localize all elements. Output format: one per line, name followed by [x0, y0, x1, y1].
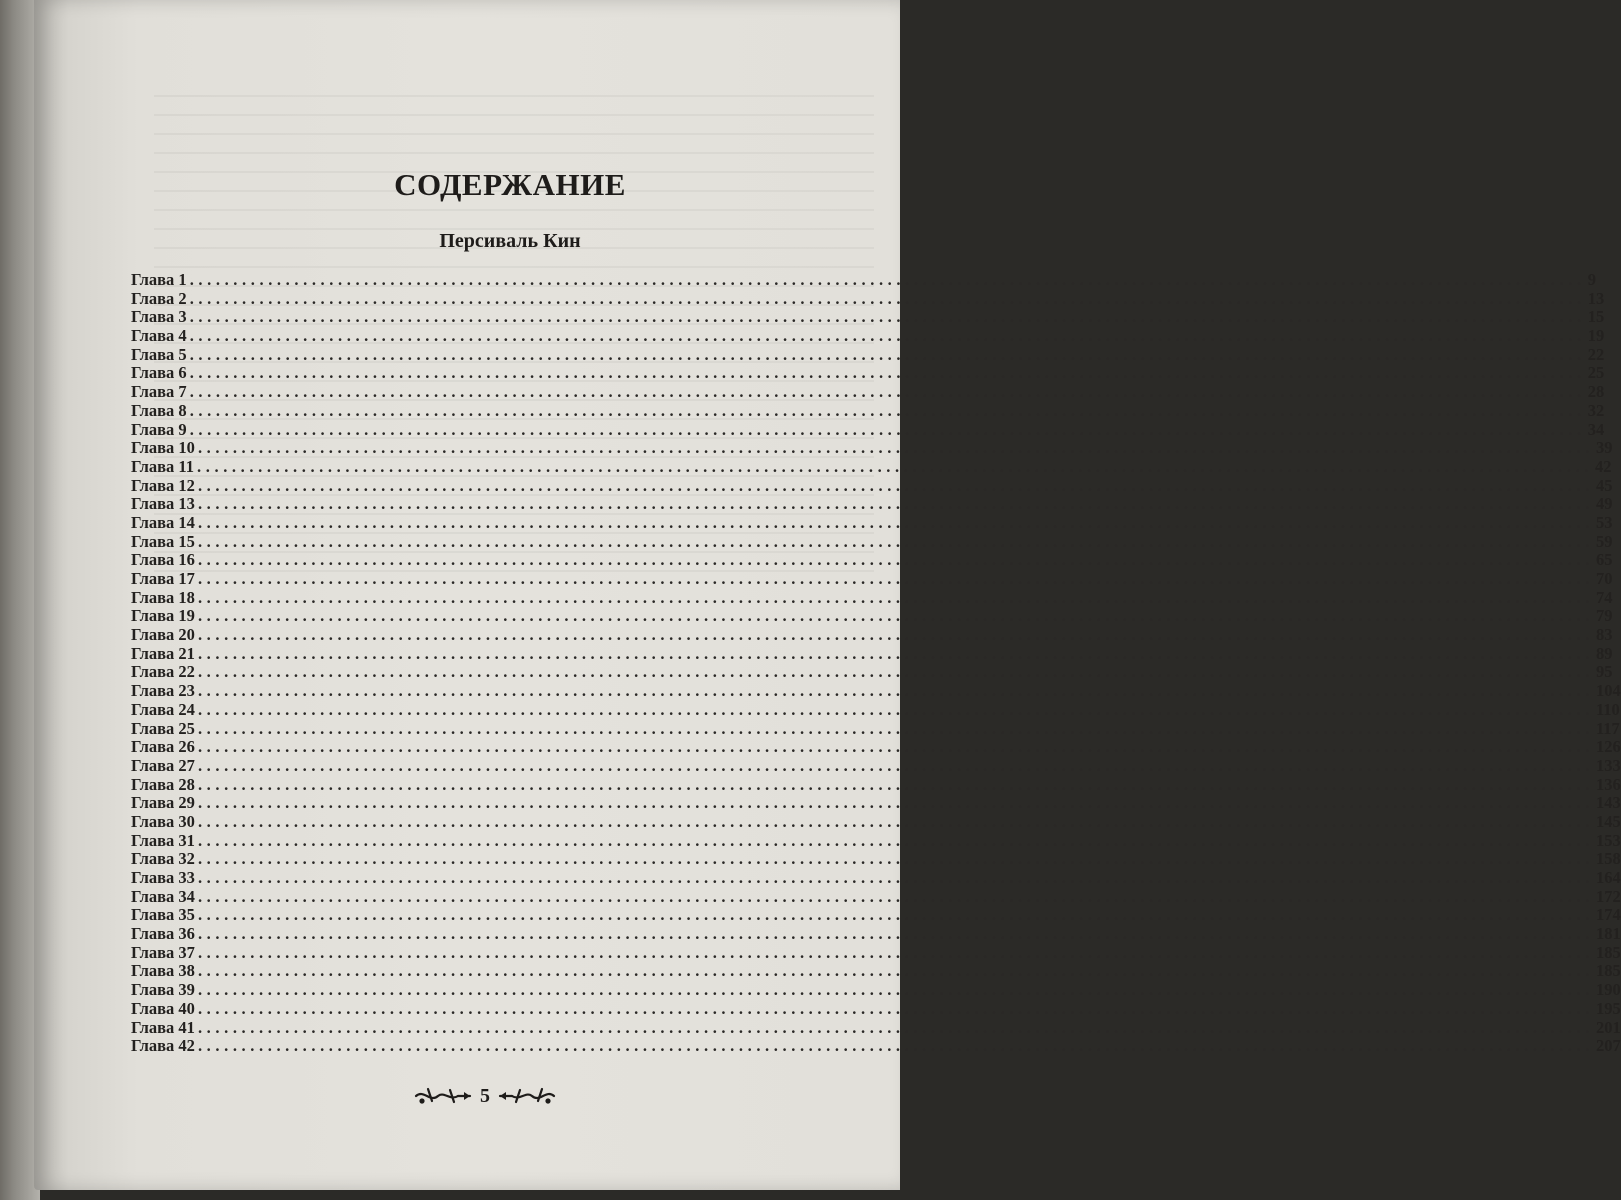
toc-page-number: 59 — [1595, 531, 1613, 551]
toc-chapter-label: Глава 13 — [131, 494, 195, 514]
toc-dot-leader: ................................................................................................................................................................ — [197, 643, 1594, 663]
page-number: 5 — [480, 1084, 490, 1107]
toc-chapter-label: Глава 3 — [131, 307, 187, 327]
toc-dot-leader: ................................................................................................................................................................ — [197, 942, 1594, 962]
toc-page-number: 153 — [1595, 830, 1621, 850]
toc-page-number: 70 — [1595, 569, 1613, 588]
toc-page-number: 172 — [1595, 886, 1621, 906]
toc-dot-leader: ................................................................................................................................................................ — [197, 569, 1594, 588]
toc-chapter-label: Глава 30 — [131, 811, 195, 831]
toc-dot-leader: ................................................................................................................................................................ — [189, 363, 1586, 383]
toc-chapter-label: Глава 7 — [131, 382, 187, 402]
toc-row — [131, 344, 1605, 365]
toc-page-number: 15 — [1587, 307, 1605, 327]
toc-row — [131, 718, 1620, 739]
toc-dot-leader: ................................................................................................................................................................ — [197, 494, 1594, 514]
toc-chapter-label: Глава 39 — [131, 980, 195, 1000]
toc-dot-leader: ................................................................................................................................................................ — [197, 475, 1594, 495]
toc-row — [131, 942, 1621, 963]
toc-page-number: 185 — [1595, 942, 1621, 962]
toc-page-number: 32 — [1587, 400, 1605, 420]
toc-page-number: 110 — [1595, 699, 1620, 719]
toc-row — [131, 1036, 1621, 1056]
toc-dot-leader: ................................................................................................................................................................ — [197, 886, 1594, 906]
toc-page-number: 13 — [1587, 288, 1605, 308]
toc-row — [131, 438, 1613, 458]
toc-chapter-label: Глава 4 — [131, 326, 187, 346]
toc-dot-leader: ................................................................................................................................................................ — [189, 326, 1586, 346]
toc-chapter-label: Глава 26 — [131, 737, 195, 757]
toc-chapter-label: Глава 12 — [131, 475, 195, 495]
toc-row — [131, 886, 1621, 907]
toc-row — [131, 606, 1613, 626]
toc-page-number: 195 — [1595, 998, 1621, 1018]
toc-row — [131, 811, 1621, 832]
toc-dot-leader: ................................................................................................................................................................ — [189, 419, 1586, 439]
toc-row — [131, 326, 1605, 346]
toc-page-number: 117 — [1595, 718, 1620, 738]
toc-dot-leader: ................................................................................................................................................................ — [197, 587, 1594, 607]
toc-chapter-label: Глава 38 — [131, 961, 195, 981]
toc-page-number: 19 — [1587, 326, 1605, 346]
toc-dot-leader: ................................................................................................................................................................ — [197, 718, 1594, 738]
toc-chapter-label: Глава 31 — [131, 830, 195, 850]
toc-chapter-label: Глава 36 — [131, 924, 195, 944]
toc-row — [131, 270, 1596, 290]
toc-page-number: 207 — [1595, 1036, 1621, 1056]
toc-page-number: 28 — [1587, 382, 1605, 402]
toc-row — [131, 400, 1605, 421]
toc-dot-leader: ................................................................................................................................................................ — [197, 456, 1594, 476]
toc-page-number: 79 — [1595, 606, 1613, 626]
toc-dot-leader: ................................................................................................................................................................ — [197, 905, 1594, 925]
toc-page-number: 39 — [1595, 438, 1613, 458]
toc-chapter-label: Глава 15 — [131, 531, 195, 551]
toc-row — [131, 924, 1621, 944]
toc-chapter-label: Глава 1 — [131, 270, 187, 289]
toc-dot-leader: ................................................................................................................................................................ — [197, 830, 1594, 850]
toc-chapter-label: Глава 10 — [131, 438, 195, 458]
toc-chapter-label: Глава 41 — [131, 1017, 195, 1037]
toc-row — [131, 830, 1621, 851]
toc-row — [131, 961, 1621, 981]
toc-chapter-label: Глава 8 — [131, 400, 187, 420]
toc-chapter-label: Глава 2 — [131, 288, 187, 308]
toc-chapter-label: Глава 17 — [131, 569, 195, 588]
toc-chapter-label: Глава 27 — [131, 755, 195, 775]
toc-dot-leader: ................................................................................................................................................................ — [197, 662, 1594, 682]
toc-page-number: 185 — [1595, 961, 1621, 981]
toc-chapter-label: Глава 23 — [131, 681, 195, 701]
toc-row — [131, 737, 1621, 757]
toc-page-number: 9 — [1587, 270, 1596, 289]
toc-dot-leader: ................................................................................................................................................................ — [197, 811, 1594, 831]
toc-dot-leader: ................................................................................................................................................................ — [197, 438, 1594, 458]
toc-row — [131, 456, 1612, 477]
toc-dot-leader: ................................................................................................................................................................ — [189, 288, 1586, 308]
section-title: Персиваль Кин — [439, 230, 581, 252]
toc-chapter-label: Глава 24 — [131, 699, 195, 719]
toc-chapter-label: Глава 42 — [131, 1036, 195, 1056]
toc-page-number: 126 — [1595, 737, 1621, 757]
toc-chapter-label: Глава 19 — [131, 606, 195, 626]
toc-row — [131, 868, 1621, 888]
toc-row — [131, 419, 1605, 440]
toc-chapter-label: Глава 22 — [131, 662, 195, 682]
toc-page-number: 201 — [1595, 1017, 1621, 1037]
toc-row — [131, 307, 1605, 327]
toc-page-number: 104 — [1595, 681, 1621, 701]
floral-ornament-icon — [412, 1083, 472, 1109]
toc-dot-leader: ................................................................................................................................................................ — [197, 980, 1594, 1000]
toc-row — [131, 1017, 1621, 1038]
toc-row — [131, 849, 1621, 869]
toc-dot-leader: ................................................................................................................................................................ — [189, 344, 1586, 364]
toc-page-number: 95 — [1595, 662, 1613, 682]
toc-dot-leader: ................................................................................................................................................................ — [197, 998, 1594, 1018]
toc-row — [131, 699, 1620, 720]
toc-row — [131, 980, 1621, 1000]
toc-page-number: 164 — [1595, 868, 1621, 887]
toc-chapter-label: Глава 18 — [131, 587, 195, 607]
toc-row — [131, 475, 1613, 496]
toc-chapter-label: Глава 34 — [131, 886, 195, 906]
toc-row — [131, 793, 1621, 813]
toc-page-number: 42 — [1595, 456, 1612, 476]
toc-row — [131, 363, 1605, 383]
toc-page-number: 143 — [1595, 793, 1621, 813]
toc-page-number: 83 — [1595, 625, 1613, 645]
toc-dot-leader: ................................................................................................................................................................ — [197, 699, 1594, 719]
toc-dot-leader: ................................................................................................................................................................ — [189, 307, 1586, 327]
toc-chapter-label: Глава 33 — [131, 868, 195, 887]
toc-dot-leader: ................................................................................................................................................................ — [197, 1017, 1594, 1037]
toc-dot-leader: ................................................................................................................................................................ — [189, 400, 1586, 420]
toc-row — [131, 512, 1613, 533]
toc-chapter-label: Глава 40 — [131, 998, 195, 1018]
toc-dot-leader: ................................................................................................................................................................ — [189, 270, 1586, 289]
toc-page-number: 49 — [1595, 494, 1613, 514]
page-title: СОДЕРЖАНИЕ — [394, 167, 626, 202]
toc-page-number: 181 — [1595, 924, 1621, 944]
toc-page-number: 133 — [1595, 755, 1621, 775]
toc-page-number: 136 — [1595, 774, 1621, 794]
toc-dot-leader: ................................................................................................................................................................ — [197, 606, 1594, 626]
toc-row — [131, 905, 1621, 925]
toc-dot-leader: ................................................................................................................................................................ — [197, 961, 1594, 981]
toc-row — [131, 774, 1621, 795]
toc-dot-leader: ................................................................................................................................................................ — [197, 625, 1594, 645]
toc-page-number: 174 — [1595, 905, 1621, 925]
toc-page-number: 25 — [1587, 363, 1605, 383]
toc-chapter-label: Глава 16 — [131, 550, 195, 570]
toc-page-number: 158 — [1595, 849, 1621, 869]
toc-row — [131, 587, 1613, 608]
toc-dot-leader: ................................................................................................................................................................ — [197, 755, 1594, 775]
toc-row — [131, 625, 1613, 645]
toc-row — [131, 531, 1613, 552]
toc-page-number: 145 — [1595, 811, 1621, 831]
toc-dot-leader: ................................................................................................................................................................ — [197, 531, 1594, 551]
toc-row — [131, 550, 1613, 570]
toc-dot-leader: ................................................................................................................................................................ — [197, 512, 1594, 532]
toc-row — [131, 382, 1605, 402]
toc-dot-leader: ................................................................................................................................................................ — [197, 737, 1594, 757]
toc-dot-leader: ................................................................................................................................................................ — [189, 382, 1586, 402]
toc-row — [131, 681, 1621, 701]
toc-row — [131, 998, 1621, 1019]
toc-row — [131, 643, 1613, 664]
toc-row — [131, 569, 1613, 589]
floral-ornament-icon — [498, 1083, 558, 1109]
page-footer — [390, 1080, 580, 1112]
toc-page-number: 22 — [1587, 344, 1605, 364]
toc-dot-leader: ................................................................................................................................................................ — [197, 868, 1594, 887]
toc-chapter-label: Глава 6 — [131, 363, 187, 383]
toc-page-number: 65 — [1595, 550, 1613, 570]
toc-page-number: 190 — [1595, 980, 1621, 1000]
toc-chapter-label: Глава 11 — [131, 456, 195, 476]
toc-page-number: 89 — [1595, 643, 1613, 663]
toc-row — [131, 755, 1621, 776]
toc-chapter-label: Глава 21 — [131, 643, 195, 663]
table-of-contents — [131, 270, 1621, 1056]
toc-dot-leader: ................................................................................................................................................................ — [197, 849, 1594, 869]
toc-chapter-label: Глава 9 — [131, 419, 187, 439]
toc-dot-leader: ................................................................................................................................................................ — [197, 774, 1594, 794]
toc-chapter-label: Глава 20 — [131, 625, 195, 645]
toc-chapter-label: Глава 14 — [131, 512, 195, 532]
toc-chapter-label: Глава 25 — [131, 718, 195, 738]
toc-page-number: 45 — [1595, 475, 1613, 495]
toc-chapter-label: Глава 29 — [131, 793, 195, 813]
toc-chapter-label: Глава 32 — [131, 849, 195, 869]
toc-dot-leader: ................................................................................................................................................................ — [197, 793, 1594, 813]
toc-chapter-label: Глава 5 — [131, 344, 187, 364]
toc-dot-leader: ................................................................................................................................................................ — [197, 1036, 1594, 1056]
toc-row — [131, 288, 1605, 309]
toc-page-number: 74 — [1595, 587, 1613, 607]
toc-dot-leader: ................................................................................................................................................................ — [197, 550, 1594, 570]
toc-chapter-label: Глава 35 — [131, 905, 195, 925]
toc-dot-leader: ................................................................................................................................................................ — [197, 924, 1594, 944]
toc-row — [131, 662, 1613, 682]
toc-page-number: 34 — [1587, 419, 1605, 439]
toc-chapter-label: Глава 37 — [131, 942, 195, 962]
toc-page-number: 53 — [1595, 512, 1613, 532]
toc-dot-leader: ................................................................................................................................................................ — [197, 681, 1594, 701]
toc-chapter-label: Глава 28 — [131, 774, 195, 794]
toc-row — [131, 494, 1613, 514]
